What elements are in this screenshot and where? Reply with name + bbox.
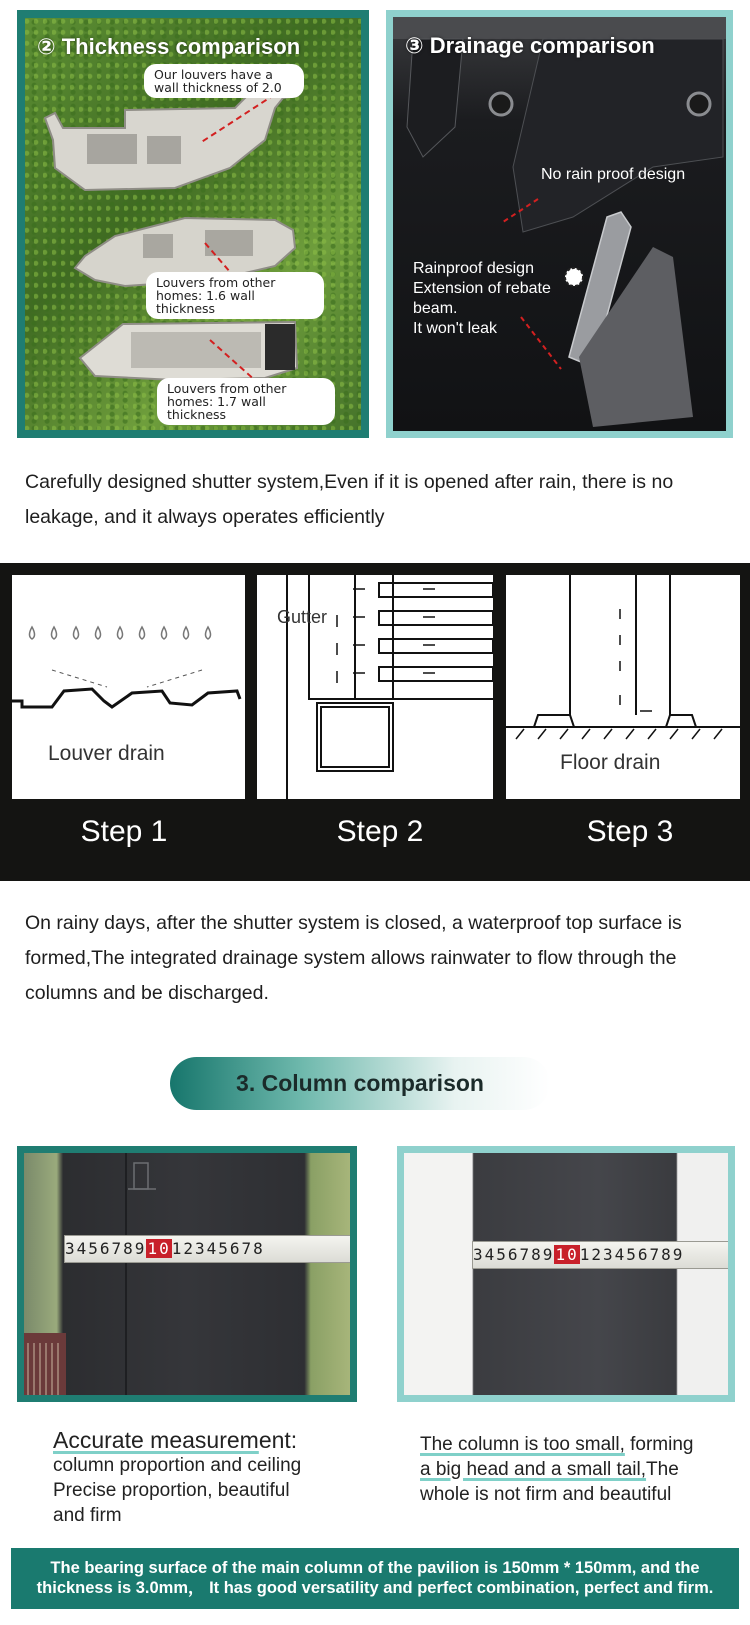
column-photo-illustration	[24, 1153, 350, 1395]
drainage-title: ③ Drainage comparison	[405, 33, 655, 58]
drainage-comparison-panel	[386, 10, 733, 438]
step-2-panel	[257, 575, 493, 799]
accurate-column-photo	[24, 1153, 350, 1395]
step-3-label: Step 3	[586, 815, 674, 848]
measuring-tape-right: 345678910123456789	[472, 1241, 728, 1269]
small-column-photo-panel	[397, 1146, 735, 1402]
small-column-caption: The column is too small, forming a big head and a small tail,The whole is not firm and beautiful	[420, 1434, 694, 1505]
accurate-measurement-caption: Accurate measurement: column proportion and ceiling Precise proportion, beautiful and firm	[53, 1428, 373, 1528]
step-1-panel	[12, 575, 245, 799]
measuring-tape-left: 34567891012345678	[64, 1235, 350, 1263]
accurate-measurement-headline: Accurate measurement:	[53, 1427, 298, 1453]
footer-banner: The bearing surface of the main column of the pavilion is 150mm * 150mm, and the thickness is 3.0mm， It has good versatility and perfect combination, perfect and firm.	[11, 1548, 739, 1609]
our-louver-note: Our louvers have a wall thickness of 2.0	[144, 64, 304, 98]
other-louver-note-1: Louvers from other homes: 1.6 wall thickness	[146, 272, 324, 319]
step-3-panel	[506, 575, 740, 799]
intro-paragraph: Carefully designed shutter system,Even if it is opened after rain, there is no leakage, and it always operates efficiently	[25, 471, 674, 528]
column-comparison-banner: 3. Column comparison	[170, 1057, 550, 1110]
louver-drain-label: Louver drain	[48, 742, 165, 765]
floor-drain-label: Floor drain	[560, 751, 661, 774]
rain-paragraph: On rainy days, after the shutter system is closed, a waterproof top surface is formed,The integrated drainage system allows rainwater to flow through the columns and be discharged.	[25, 912, 682, 1004]
rainproof-label: Rainproof design Extension of rebate beam. It won't leak	[413, 260, 551, 337]
drainage-photo	[393, 17, 726, 431]
thickness-comparison-panel	[17, 10, 369, 438]
thickness-title: ② Thickness comparison	[37, 34, 301, 59]
grass-photo	[25, 18, 361, 430]
no-rain-proof-label: No rain proof design	[541, 166, 686, 183]
small-column-photo	[404, 1153, 728, 1395]
gutter-label: Gutter	[277, 607, 328, 627]
accurate-column-photo-panel	[17, 1146, 357, 1402]
louver-beam-illustration	[393, 17, 726, 431]
drainage-steps-diagram	[0, 563, 750, 881]
step-2-label: Step 2	[336, 815, 424, 848]
step-1-label: Step 1	[80, 815, 168, 848]
other-louver-note-2: Louvers from other homes: 1.7 wall thickness	[157, 378, 335, 425]
